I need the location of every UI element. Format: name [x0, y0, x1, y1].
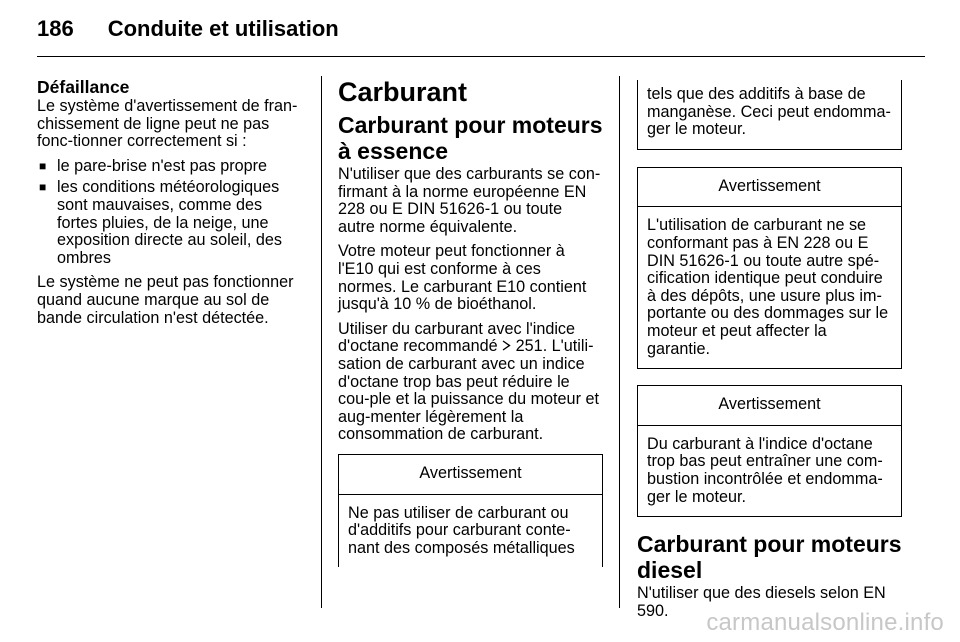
bullet-list: [37, 158, 307, 268]
middle-column: [338, 77, 603, 567]
warning-box-metallic-additives: [338, 454, 603, 567]
page-header: [37, 16, 339, 42]
page-reference-arrow-icon: [502, 338, 511, 356]
paragraph-octane: [338, 321, 603, 444]
watermark: carmanualsonline.info: [706, 609, 944, 636]
warning-box-fuel-standard: [637, 167, 902, 369]
octane-text-end: . L'utili-sation de carburant avec un indice d'octane trop bas peut réduire le cou-ple et la puissance du moteur et aug-menter légèrement la consommation de carburant.: [338, 337, 599, 444]
octane-text-start: Utiliser du carburant avec l'indice d'octane recommandé: [338, 319, 576, 356]
warning-body: Du carburant à l'indice d'octane trop bas peut entraîner une com-bustion incontrôlée et endomma-ger le moteur.: [647, 434, 883, 506]
section-title-diesel: Carburant pour moteurs diesel: [637, 531, 902, 584]
warning-body: Ne pas utiliser de carburant ou d'additifs pour carburant conte-nant des composés métalliques: [348, 503, 575, 557]
warning-continuation: tels que des additifs à base de manganèse. Ceci peut endomma-ger le moteur.: [637, 80, 902, 150]
warning-title: Avertissement: [339, 455, 602, 495]
header-rule: [37, 56, 925, 57]
page-reference-link[interactable]: 251: [515, 337, 543, 356]
paragraph-norm: N'utiliser que des carburants se con-firmant à la norme européenne EN 228 ou E DIN 51626-1 ou toute autre norme équivalente.: [338, 165, 601, 236]
paragraph-diesel: N'utiliser que des diesels selon EN 590.: [637, 584, 886, 620]
paragraph-outro: Le système ne peut pas fonctionner quand aucune marque au sol de bande circulation n'est détectée.: [37, 273, 294, 327]
page-number: 186: [37, 16, 74, 41]
warning-title: Avertissement: [638, 386, 901, 426]
column-divider-left: [321, 76, 322, 608]
bullet-item: ■ les conditions météorologiques sont mauvaises, comme des fortes pluies, de la neige, une exposition directe au soleil, des ombres: [37, 179, 307, 267]
paragraph-intro: Le système d'avertissement de fran-chissement de ligne peut ne pas fonc-tionner correctement si :: [37, 97, 298, 151]
right-column: [637, 80, 902, 627]
column-divider-right: [619, 76, 620, 608]
paragraph-e10: Votre moteur peut fonctionner à l'E10 qui est conforme à ces normes. Le carburant E10 contient jusqu'à 10 % de bioéthanol.: [338, 242, 587, 314]
page-title: Conduite et utilisation: [107, 16, 339, 41]
warning-box-octane: [637, 385, 902, 517]
bullet-item: ■ le pare-brise n'est pas propre: [37, 158, 307, 176]
left-column: [37, 77, 307, 334]
chapter-title: Carburant: [338, 77, 468, 107]
warning-body: L'utilisation de carburant ne se conformant pas à EN 228 ou E DIN 51626-1 ou toute autre spé-cification identique peut conduire à des dépôts, une usure plus im-portante ou des dommages sur le moteur et peut affecter la garantie.: [647, 216, 889, 358]
section-title-petrol: Carburant pour moteurs à essence: [338, 112, 603, 164]
warning-title: Avertissement: [638, 168, 901, 208]
section-heading-failure: Défaillance: [37, 77, 130, 97]
